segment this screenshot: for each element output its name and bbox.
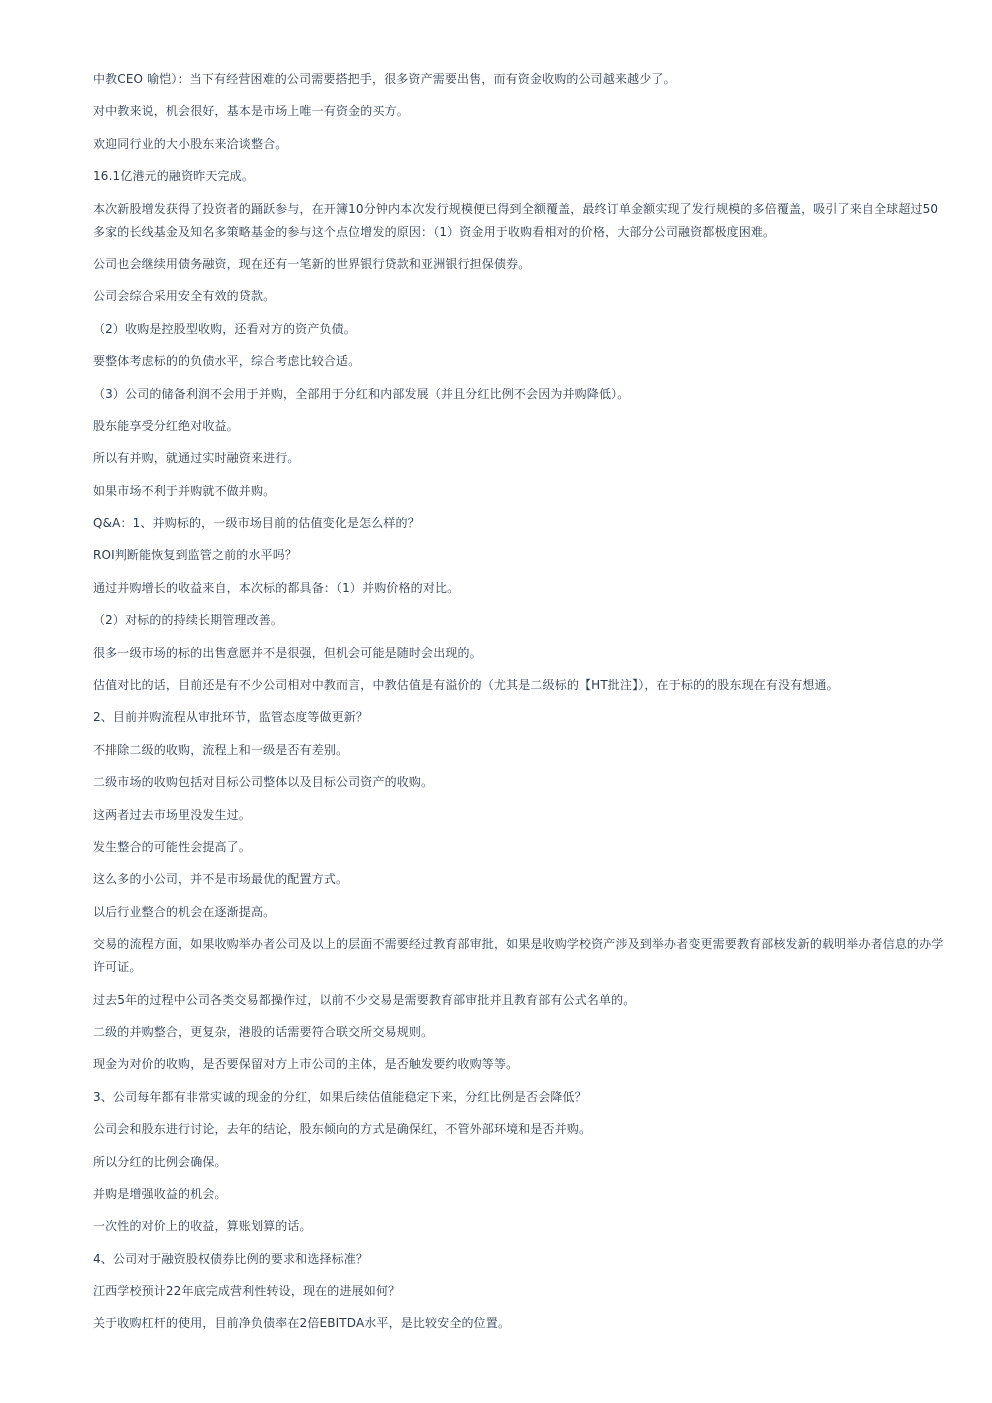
paragraph: 公司也会继续用债务融资，现在还有一笔新的世界银行贷款和亚洲银行担保债券。 <box>93 256 531 271</box>
paragraph: （3）公司的储备利润不会用于并购，全部用于分红和内部发展（并且分红比例不会因为并购降低）。 <box>93 386 630 401</box>
paragraph: 过去5年的过程中公司各类交易都操作过，以前不少交易是需要教育部审批并且教育部有公式名单的。 <box>93 992 636 1007</box>
paragraph: 本次新股增发获得了投资者的踊跃参与，在开簿10分钟内本次发行规模便已得到全额覆盖，最终订单金额实现了发行规模的多倍覆盖，吸引了来自全球超过50多家的长线基金及知名多策略基金的参与这个点位增发的原因：（1）资金用于收购看相对的价格，大部分公司融资都极度困难。 <box>93 201 939 239</box>
question: 4、公司对于融资股权债券比例的要求和选择标准？ <box>93 1251 369 1266</box>
document-body <box>93 68 945 1345</box>
paragraph: 以后行业整合的机会在逐渐提高。 <box>93 904 276 919</box>
paragraph: 股东能享受分红绝对收益。 <box>93 418 239 433</box>
paragraph: 江西学校预计22年底完成营利性转设，现在的进展如何？ <box>93 1284 401 1299</box>
paragraph: 通过并购增长的收益来自，本次标的都具备：（1）并购价格的对比。 <box>93 580 460 595</box>
paragraph: 要整体考虑标的的负债水平，综合考虑比较合适。 <box>93 354 361 369</box>
paragraph: 公司会和股东进行讨论，去年的结论，股东倾向的方式是确保红，不管外部环境和是否并购。 <box>93 1122 592 1137</box>
paragraph: （2）对标的的持续长期管理改善。 <box>93 613 284 628</box>
paragraph: ROI判断能恢复到监管之前的水平吗？ <box>93 548 298 563</box>
paragraph: 如果市场不利于并购就不做并购。 <box>93 483 276 498</box>
paragraph: （2）收购是控股型收购，还看对方的资产负债。 <box>93 321 356 336</box>
paragraph: 这么多的小公司，并不是市场最优的配置方式。 <box>93 872 349 887</box>
paragraph: 公司会综合采用安全有效的贷款。 <box>93 289 276 304</box>
paragraph: 并购是增强收益的机会。 <box>93 1186 227 1201</box>
qa-heading: Q&A：1、并购标的，一级市场目前的估值变化是怎么样的？ <box>93 516 420 531</box>
paragraph: 交易的流程方面，如果收购举办者公司及以上的层面不需要经过教育部审批，如果是收购学校资产涉及到举办者变更需要教育部核发新的载明举办者信息的办学许可证。 <box>93 937 944 975</box>
paragraph: 所以有并购，就通过实时融资来进行。 <box>93 451 300 466</box>
paragraph: 欢迎同行业的大小股东来洽谈整合。 <box>93 136 288 151</box>
paragraph: 估值对比的话，目前还是有不少公司相对中教而言，中教估值是有溢价的（尤其是二级标的【HT批注】），在于标的的股东现在有没有想通。 <box>93 678 839 693</box>
paragraph: 所以分红的比例会确保。 <box>93 1154 227 1169</box>
paragraph: 发生整合的可能性会提高了。 <box>93 839 251 854</box>
question: 2、目前并购流程从审批环节，监管态度等做更新？ <box>93 710 369 725</box>
paragraph: 二级的并购整合，更复杂，港股的话需要符合联交所交易规则。 <box>93 1024 434 1039</box>
paragraph: 16.1亿港元的融资昨天完成。 <box>93 169 254 184</box>
paragraph: 对中教来说，机会很好，基本是市场上唯一有资金的买方。 <box>93 104 409 119</box>
paragraph: 很多一级市场的标的出售意愿并不是很强，但机会可能是随时会出现的。 <box>93 645 482 660</box>
paragraph: 现金为对价的收购，是否要保留对方上市公司的主体，是否触发要约收购等等。 <box>93 1057 519 1072</box>
paragraph: 一次性的对价上的收益，算账划算的话。 <box>93 1219 312 1234</box>
paragraph: 中教CEO 喻恺）：当下有经营困难的公司需要搭把手，很多资产需要出售，而有资金收购的公司越来越少了。 <box>93 72 676 86</box>
paragraph: 不排除二级的收购，流程上和一级是否有差别。 <box>93 742 349 757</box>
paragraph: 二级市场的收购包括对目标公司整体以及目标公司资产的收购。 <box>93 775 434 790</box>
paragraph: 关于收购杠杆的使用，目前净负债率在2倍EBITDA水平，是比较安全的位置。 <box>93 1316 511 1331</box>
paragraph: 这两者过去市场里没发生过。 <box>93 807 251 822</box>
question: 3、公司每年都有非常实诚的现金的分红，如果后续估值能稳定下来，分红比例是否会降低？ <box>93 1089 587 1104</box>
